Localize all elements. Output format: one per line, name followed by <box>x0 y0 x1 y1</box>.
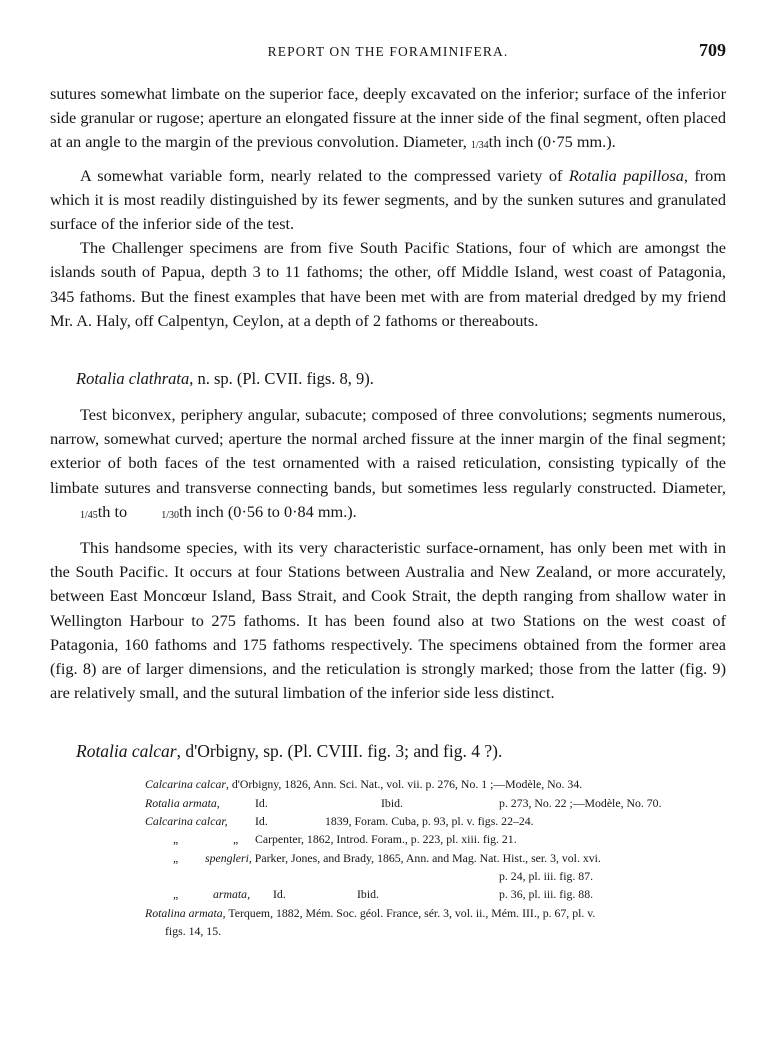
intro-paragraph: sutures somewhat limbate on the superior face, deeply excavated on the inferior; surface of the inferior side granular or rugose; aperture an elongated fissure at the inner side of the final segment, often placed at an angle to the margin of the previous convolution. Diameter, 1/34th inch (0·75 mm.). <box>50 84 726 152</box>
synonymy-row: Rotalina armata, Terquem, 1882, Mém. Soc. géol. France, sér. 3, vol. ii., Mém. III., p. 67, pl. v. <box>145 905 596 920</box>
synonymy-row: figs. 14, 15. <box>165 923 222 938</box>
synonymy-row: „ „ Carpenter, 1862, Introd. Foram., p. 223, pl. xiii. fig. 21. <box>173 832 517 847</box>
fraction: 1/34 <box>470 140 489 152</box>
synonymy-row: „ spengleri, Parker, Jones, and Brady, 1865, Ann. and Mag. Nat. Hist., ser. 3, vol. xvi. <box>173 850 601 865</box>
running-title: REPORT ON THE FORAMINIFERA. <box>267 44 509 59</box>
paragraph-2: A somewhat variable form, nearly related to the compressed variety of Rotalia papillosa, from which it is most readily distinguished by its fewer segments, and by the sunken sutures and granulated surface of the inferior side of the test. <box>50 165 726 234</box>
fraction: 1/45 <box>80 509 98 521</box>
page <box>50 38 726 940</box>
species-heading-clathrata: Rotalia clathrata, n. sp. (Pl. CVII. figs. 8, 9). <box>76 369 374 389</box>
fraction: 1/30 <box>161 509 180 521</box>
synonymy-row: p. 24, pl. iii. fig. 87. <box>499 868 594 883</box>
species-heading-calcar: Rotalia calcar, d'Orbigny, sp. (Pl. CVIII. fig. 3; and fig. 4 ?). <box>76 741 503 762</box>
species-description: Test biconvex, periphery angular, subacute; composed of three convolutions; segments numerous, narrow, somewhat curved; aperture the normal arched fissure at the inner margin of the final segment; exterior of both faces of the test ornamented with a raised reticulation, consisting typically of the limbate sutures and transverse connecting bands, but sometimes less regularly constructed. Diameter, 1/45th to 1/30th inch (0·56 to 0·84 mm.). <box>50 405 726 521</box>
taxon-name: Rotalia papillosa <box>568 165 684 185</box>
synonymy-list <box>145 775 735 940</box>
synonymy-row: Calcarina calcar, Id. 1839, Foram. Cuba, p. 93, pl. v. figs. 22–24. <box>145 814 534 829</box>
body-text <box>50 82 726 763</box>
synonymy-row: Calcarina calcar, d'Orbigny, 1826, Ann. Sci. Nat., vol. vii. p. 276, No. 1 ;—Modèle, No. 34. <box>145 777 583 792</box>
synonymy-row: Rotalia armata, Id. Ibid. p. 273, No. 22 ;—Modèle, No. 70. <box>145 795 662 810</box>
paragraph-3: The Challenger specimens are from five South Pacific Stations, four of which are amongst the islands south of Papua, depth 3 to 11 fathoms; the other, off Middle Island, west coast of Patagonia, 345 fathoms. But the finest examples that have been met with are from material dredged by my friend Mr. A. Haly, off Calpentyn, Ceylon, at a depth of 2 fathoms or thereabouts. <box>50 238 726 330</box>
species-remarks: This handsome species, with its very characteristic surface-ornament, has only been met with in the South Pacific. It occurs at four Stations between Australia and New Zealand, or more accurately, between East Moncœur Island, Bass Strait, and Cook Strait, the depth ranging from shallow water in Wellington Harbour to 275 fathoms. It has been found also at two Stations on the west coast of Patagonia, 160 fathoms and 175 fathoms respectively. The specimens obtained from the former area (fig. 8) are of larger dimensions, and the reticulation is strongly marked; those from the latter (fig. 9) are relatively small, and the sutural limbation of the inferior side less distinct. <box>50 538 726 703</box>
page-header <box>50 38 726 62</box>
synonymy-row: „ armata, Id. Ibid. p. 36, pl. iii. fig. 88. <box>173 887 594 902</box>
page-number: 709 <box>699 40 726 60</box>
